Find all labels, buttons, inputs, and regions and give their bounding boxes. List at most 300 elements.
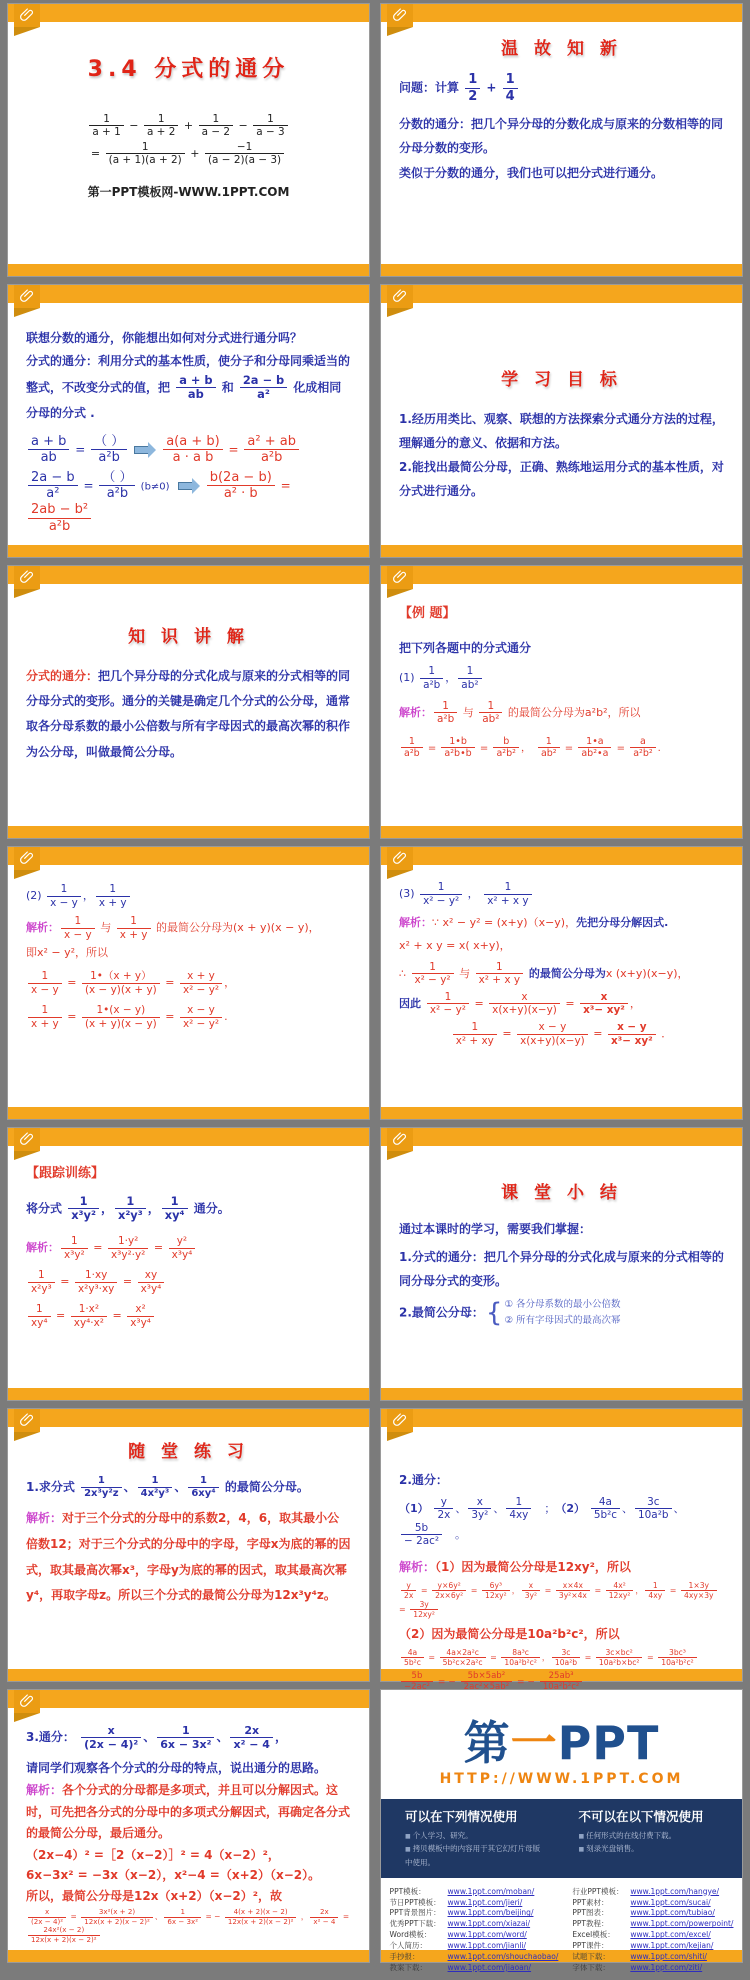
fraction-denominator: xy⁴ — [28, 1316, 51, 1330]
fraction — [645, 1581, 665, 1600]
fraction-denominator: x² − y² — [180, 983, 222, 997]
fraction — [401, 1522, 442, 1548]
footer-link[interactable]: www.1ppt.com/word/ — [447, 1930, 527, 1940]
text-run: 3.通分： — [26, 1730, 80, 1745]
fraction-numerator: 1·y² — [117, 1235, 139, 1248]
text-line — [26, 1475, 351, 1500]
fraction — [240, 374, 287, 402]
fraction-denominator: 2x³y²z — [81, 1487, 122, 1500]
text-run: （1）因为最简公分母是12xy²，所以 — [435, 1559, 631, 1574]
slide-10 — [381, 1128, 742, 1400]
fraction-numerator: 1 — [200, 1475, 207, 1487]
usage-terms-item: ■ 任何形式的在线付费下载。 — [579, 1829, 719, 1843]
fraction-numerator: 25ab³ — [548, 1671, 574, 1682]
fraction-denominator: x²y³ — [115, 1208, 146, 1223]
text-run: x² + x y = x( x+y)， — [399, 938, 511, 952]
text-run: 1.分式的通分：把几个异分母的分式化成与原来的分式相等的同分母分式的变形。 — [399, 1249, 724, 1288]
fraction-denominator: xy⁴·x² — [71, 1316, 107, 1330]
fraction-denominator: a − 3 — [253, 125, 287, 139]
text-run: ， — [635, 1585, 644, 1595]
fraction-numerator: 1·x² — [78, 1303, 100, 1316]
text-run: ； — [533, 1501, 561, 1515]
footer-link-row — [390, 1919, 559, 1930]
footer-link-label: 行业PPT模板： — [572, 1886, 624, 1896]
footer-link-row — [390, 1930, 559, 1941]
fraction-numerator: 1 — [468, 72, 478, 88]
fraction — [199, 113, 233, 139]
fraction-denominator: (2x − 4)² — [81, 1737, 141, 1751]
fraction-numerator: 1 — [71, 1235, 78, 1248]
text-run: 解析： — [26, 1783, 63, 1798]
fraction — [82, 970, 160, 996]
fraction-numerator: 2a − b — [31, 469, 75, 485]
fraction-numerator: 1 — [60, 883, 68, 895]
text-line — [399, 736, 724, 760]
fraction-denominator: 12xy² — [482, 1590, 510, 1600]
text-run: ， — [82, 889, 94, 903]
text-run: − — [125, 118, 142, 132]
fraction-denominator: x + y — [96, 896, 130, 910]
fraction — [75, 1269, 117, 1295]
fraction — [453, 1021, 497, 1047]
text-line — [399, 602, 724, 627]
text-run: = — [589, 1027, 606, 1040]
fraction-numerator: x − y — [617, 1020, 647, 1033]
fraction-denominator: xy⁴ — [162, 1208, 188, 1223]
text-run: 通过本课时的学习，需要我们掌握： — [399, 1222, 592, 1237]
fraction-numerator: 6y³ — [489, 1580, 503, 1590]
text-run: = − — [434, 1677, 459, 1688]
text-line — [399, 637, 724, 660]
fraction-denominator: 12x(x + 2)(x − 2)² — [225, 1917, 297, 1927]
footer-link-row — [572, 1952, 733, 1963]
text-line — [399, 1648, 724, 1667]
fraction-numerator: a² + ab — [247, 433, 296, 449]
fraction — [28, 970, 62, 996]
fraction-denominator: (2x − 4)² — [28, 1917, 66, 1927]
text-run: 解析： — [399, 916, 432, 930]
text-line — [399, 1297, 724, 1329]
text-line — [399, 665, 724, 691]
text-run: ， — [298, 1912, 309, 1922]
text-line — [399, 1469, 724, 1492]
text-run: = — [498, 1027, 516, 1040]
footer-link[interactable]: www.1ppt.com/powerpoint/ — [630, 1919, 734, 1929]
fraction-denominator: − 2ac² — [401, 1534, 442, 1548]
text-run: 解析： — [26, 1511, 63, 1526]
usage-terms-left — [405, 1807, 545, 1869]
text-line — [26, 113, 351, 139]
fraction-numerator: 1 — [38, 1269, 45, 1282]
text-run: = — [224, 442, 243, 457]
fraction-denominator: a²b — [420, 678, 443, 692]
text-run: = − — [514, 1677, 538, 1688]
text-line — [26, 1757, 351, 1780]
fraction-denominator: x² + x y — [484, 894, 531, 908]
fraction-numerator: 2x — [320, 1907, 329, 1917]
slide-header-bar — [381, 4, 742, 22]
slide-content — [8, 1146, 369, 1418]
fraction — [144, 113, 178, 139]
fraction — [484, 881, 531, 907]
fraction — [163, 434, 223, 466]
footer-link-row — [572, 1898, 733, 1909]
footer-link[interactable]: www.1ppt.com/beijing/ — [447, 1908, 534, 1918]
footer-link-row — [390, 1963, 559, 1974]
fraction-numerator: 1 — [74, 915, 82, 928]
slide-1 — [8, 4, 369, 276]
footer-link-row — [572, 1908, 733, 1919]
fraction-denominator: 4 — [503, 88, 518, 105]
fraction-numerator: 3bc³ — [669, 1647, 686, 1657]
text-run: ， — [541, 1653, 550, 1663]
fraction — [28, 470, 78, 502]
fraction-denominator: x² − 4 — [310, 1917, 338, 1927]
fraction — [556, 1581, 590, 1600]
fraction — [157, 1724, 214, 1751]
text-line — [399, 1245, 724, 1293]
usage-terms-item: ■ 拷贝模板中的内容用于其它幻灯片母版中使用。 — [405, 1842, 545, 1869]
text-line — [399, 936, 724, 957]
fraction-denominator: x² + x y — [476, 973, 523, 987]
slide-title: 学 习 目 标 — [501, 370, 622, 390]
text-run: 第一PPT模板网-WWW.1PPT.COM — [87, 184, 290, 199]
fraction — [138, 1269, 165, 1295]
fraction-numerator: a(a + b) — [166, 433, 220, 449]
fraction — [115, 1195, 146, 1223]
text-run: 、 — [216, 1730, 229, 1745]
footer-link-label: Excel模板： — [572, 1930, 615, 1940]
text-run: 对于三个分式的分母中的系数2，4，6，取其最小公倍数12；对于三个分式的分母中的字母，字母x为底的幂的因式，取其最高次幂x³，字母y为底的幂的因式，取其最高次幂y⁴，再取字母z。所以三个分式的最简公分母为12x³y⁴z。 — [26, 1511, 351, 1603]
fraction-numerator: 1 — [267, 112, 274, 125]
text-run: 解析： — [26, 1241, 59, 1255]
fraction-denominator: x² − y² — [420, 894, 462, 908]
fraction-denominator: x² − y² — [412, 973, 454, 987]
fraction-denominator: x³− xy² — [580, 1003, 628, 1017]
slide-content — [8, 1427, 369, 1699]
footer-link-row — [390, 1941, 559, 1952]
slide-content — [8, 1708, 369, 1980]
text-run: − — [235, 118, 252, 132]
fraction-denominator: a² · b — [207, 485, 275, 502]
footer-link[interactable]: www.1ppt.com/moban/ — [447, 1886, 535, 1896]
text-run: （1） — [399, 1501, 433, 1515]
text-run: 【例 题】 — [399, 606, 456, 621]
text-run: (2) — [26, 889, 46, 903]
fraction — [434, 700, 457, 726]
footer-link[interactable]: www.1ppt.com/xiazai/ — [447, 1919, 531, 1929]
text-run: 、 — [174, 1480, 187, 1495]
fraction — [479, 700, 502, 726]
fraction — [108, 1235, 148, 1261]
text-run: 、 — [622, 1501, 634, 1515]
text-run: = — [161, 1010, 178, 1024]
text-line — [399, 961, 724, 987]
text-run: （2）因为最简公分母是10a²b²c²，所以 — [399, 1627, 620, 1642]
fraction — [552, 1648, 580, 1667]
fraction-numerator: 5b — [411, 1671, 423, 1682]
fraction — [28, 1303, 51, 1329]
block-arrow-icon — [178, 482, 193, 490]
fraction-numerator: x − y — [538, 1020, 567, 1033]
text-run: ， — [224, 976, 236, 990]
footer-link[interactable]: www.1ppt.com/tubiao/ — [630, 1908, 715, 1918]
fraction-denominator: x(x+y)(x−y) — [517, 1034, 588, 1048]
text-run: + — [180, 118, 197, 132]
text-line — [399, 72, 724, 104]
text-line — [399, 1218, 724, 1241]
slide-8 — [381, 847, 742, 1119]
fraction — [176, 374, 215, 402]
footer-links-right — [572, 1887, 733, 1974]
usage-terms-right — [579, 1807, 719, 1869]
fraction-numerator: 1 — [130, 915, 137, 928]
fraction — [427, 991, 469, 1017]
text-run: ， — [147, 1201, 160, 1216]
footer-link[interactable]: www.1ppt.com/kejian/ — [630, 1941, 714, 1951]
text-line — [26, 181, 351, 204]
fraction-numerator: 3c — [647, 1495, 660, 1508]
fraction-numerator: 2a − b — [242, 372, 285, 387]
footer-link-label: 试题下载： — [572, 1951, 610, 1961]
slide-content — [381, 303, 742, 575]
fraction-numerator: 4a — [598, 1495, 612, 1508]
fraction — [580, 991, 628, 1017]
brand-logo-part: PPT — [557, 1716, 660, 1770]
fraction-numerator: y — [406, 1580, 411, 1590]
fraction — [591, 1496, 620, 1522]
text-run: = — [79, 478, 98, 493]
text-run: = — [108, 1309, 126, 1323]
fraction-numerator: x×4x — [562, 1580, 583, 1590]
text-run: = — [470, 996, 488, 1010]
fraction-denominator: 12x(x + 2)(x − 2)² — [28, 1935, 100, 1945]
fraction-denominator: 2x×6y² — [432, 1590, 466, 1600]
fraction-numerator: 1 — [495, 960, 503, 973]
fraction — [458, 665, 481, 691]
fraction-denominator: (x − y)(x + y) — [82, 983, 160, 997]
slide-header-bar — [8, 4, 369, 22]
fraction-numerator: 1 — [545, 735, 552, 747]
fraction — [162, 1195, 188, 1223]
fraction-numerator: y×6y² — [437, 1580, 461, 1590]
slide-title: 随 堂 练 习 — [128, 1442, 249, 1462]
footer-link[interactable]: www.1ppt.com/hangye/ — [630, 1886, 720, 1896]
fraction — [68, 1195, 99, 1223]
footer-link-label: 教案下载： — [389, 1962, 428, 1972]
footer-link[interactable]: www.1ppt.com/sucai/ — [630, 1897, 711, 1907]
fraction-denominator: 2ac²×5ab² — [461, 1681, 513, 1692]
slide-5 — [8, 566, 369, 838]
fraction-numerator: 1 — [515, 1495, 523, 1508]
fraction-denominator: 6x − 3x² — [164, 1917, 201, 1927]
fraction-numerator: 1 — [471, 1020, 479, 1033]
fraction — [180, 1004, 222, 1030]
fraction-numerator: 1 — [170, 1193, 179, 1208]
fraction-numerator: 3c×bc² — [605, 1647, 633, 1657]
footer-link-label: PPT教程： — [572, 1919, 609, 1929]
fraction-numerator: b(2a − b) — [209, 469, 272, 485]
fraction-denominator: (x + y)(x − y) — [82, 1017, 160, 1031]
fraction-denominator: a²b² — [630, 747, 655, 759]
fraction-numerator: 1 — [505, 72, 515, 88]
fraction — [28, 1908, 66, 1926]
slide-title: 课 堂 小 结 — [501, 1183, 622, 1203]
slide-14 — [381, 1690, 742, 1972]
fraction — [225, 1908, 297, 1926]
text-run: ， — [100, 1201, 113, 1216]
text-run: 。 — [444, 1527, 467, 1541]
fraction-denominator: ab² — [538, 747, 560, 759]
stack-line: ① 各分母系数的最小公倍数 — [504, 1298, 621, 1310]
fraction-denominator: a − 2 — [199, 125, 233, 139]
fraction — [493, 736, 518, 760]
fraction-numerator: 1 — [41, 970, 49, 983]
text-run: 解析： — [26, 921, 59, 935]
fraction — [489, 991, 560, 1017]
brand-logo-part: 一 — [510, 1716, 558, 1770]
text-run: 、 — [154, 1912, 163, 1922]
fraction-denominator: x − y — [61, 928, 95, 942]
footer-link[interactable]: www.1ppt.com/ziti/ — [630, 1962, 703, 1972]
text-run: = — [68, 1912, 80, 1922]
slide-content — [381, 1690, 742, 1972]
fraction-numerator: y² — [176, 1235, 188, 1248]
fraction-denominator: x²y³·xy — [75, 1282, 117, 1296]
text-run: = — [52, 1309, 69, 1323]
fraction — [503, 72, 518, 104]
slide-content — [381, 1146, 742, 1418]
fraction-numerator: （ ） — [102, 469, 133, 485]
fraction — [81, 1724, 141, 1751]
text-run: 、 — [143, 1730, 156, 1745]
text-run: ， — [464, 887, 483, 901]
text-line — [26, 1845, 351, 1865]
fraction — [61, 915, 95, 941]
stacked-items — [504, 1297, 620, 1329]
text-run: 、 — [673, 1501, 685, 1515]
footer-link-label: 节日PPT模板： — [389, 1897, 441, 1907]
fraction-numerator: 1 — [41, 1004, 49, 1017]
text-run: = — [667, 1585, 680, 1595]
slide-9 — [8, 1128, 369, 1400]
fraction-numerator: 1 — [444, 990, 452, 1003]
text-run: = — [424, 742, 440, 754]
fraction — [28, 434, 69, 466]
text-run: 、 — [123, 1480, 136, 1495]
footer-link[interactable]: www.1ppt.com/jianli/ — [447, 1941, 527, 1951]
fraction-numerator: x − y — [187, 1004, 215, 1017]
fraction-denominator: (a − 2)(a − 3) — [205, 153, 284, 167]
usage-terms-item: ■ 刻录光盘销售。 — [579, 1842, 719, 1856]
text-line — [26, 1865, 351, 1885]
fraction-numerator: 3y — [419, 1599, 429, 1609]
text-run: 分数的通分：把几个异分母的分数化成与原来的分数相等的同分母分数的变形。 — [399, 117, 724, 156]
fraction — [596, 1648, 643, 1667]
footer-link[interactable]: www.1ppt.com/jiaoan/ — [447, 1962, 532, 1972]
footer-links-left — [390, 1887, 559, 1974]
slide-13 — [8, 1690, 369, 1962]
text-run: 类似于分数的通分，我们也可以把分式进行通分。 — [399, 166, 664, 181]
fraction — [434, 1496, 453, 1522]
fraction — [538, 736, 560, 760]
fraction-numerator: 1 — [151, 1475, 159, 1487]
footer-link[interactable]: www.1ppt.com/jieri/ — [447, 1897, 523, 1907]
fraction-denominator: ab — [176, 387, 215, 402]
fraction-numerator: 1 — [429, 960, 436, 973]
text-run: （2） — [560, 1501, 589, 1515]
fraction — [501, 1648, 539, 1667]
text-line — [26, 327, 351, 350]
text-run: 的最简公分母为(x + y)(x − y)， — [152, 921, 320, 935]
text-run: = — [418, 1585, 431, 1595]
fraction-denominator: x³y⁴ — [127, 1316, 154, 1330]
fraction-numerator: 1 — [466, 665, 474, 678]
fraction-numerator: 1 — [180, 1907, 185, 1917]
fraction-numerator: 1 — [442, 699, 449, 712]
fraction-denominator: a + 2 — [144, 125, 178, 139]
text-run: (b≠0) — [137, 481, 173, 493]
text-run: = — [644, 1653, 657, 1663]
footer-link-label: 手抄报： — [389, 1951, 420, 1961]
fraction-denominator: 3y²×4x — [556, 1590, 590, 1600]
slide-title: 知 识 讲 解 — [128, 627, 249, 647]
footer-link[interactable]: www.1ppt.com/excel/ — [630, 1930, 711, 1940]
fraction-numerator: a + b — [179, 372, 213, 387]
footer-link-row — [572, 1941, 733, 1952]
footer-links — [389, 1886, 734, 1974]
fraction-denominator: 12xy² — [410, 1609, 438, 1619]
footer-link-label: PPT课件： — [572, 1941, 609, 1951]
fraction-denominator: ab — [28, 449, 69, 466]
fraction-numerator: x + y — [187, 970, 215, 983]
fraction-numerator: x — [528, 1580, 534, 1590]
fraction-numerator: 1×3y — [688, 1580, 710, 1590]
fraction-denominator: x² − 4 — [230, 1737, 272, 1751]
slide-4 — [381, 285, 742, 557]
fraction-denominator: 12x(x + 2)(x − 2)² — [81, 1917, 153, 1927]
fraction-denominator: 6xy⁴ — [188, 1487, 218, 1500]
fraction-denominator: x³y²·y² — [108, 1248, 148, 1262]
text-run: = — [161, 976, 178, 990]
text-run: = — [613, 742, 629, 754]
fraction-denominator: 3y² — [522, 1590, 540, 1600]
footer-link[interactable]: www.1ppt.com/shouchaobao/ — [447, 1951, 559, 1961]
text-run: 联想分数的通分，你能想出如何对分式进行通分吗？ — [26, 331, 303, 345]
fraction — [138, 1475, 173, 1500]
fraction — [432, 1581, 466, 1600]
fraction — [82, 1004, 160, 1030]
slide-11 — [8, 1409, 369, 1681]
text-run: 将分式 — [26, 1201, 67, 1216]
fraction-numerator: 8a³c — [512, 1647, 529, 1657]
brand-logo-text — [399, 1718, 724, 1769]
fraction — [658, 1648, 696, 1667]
text-line — [26, 664, 351, 765]
text-run: = — [399, 1605, 409, 1615]
slide-content — [381, 22, 742, 294]
footer-link-label: Word模板： — [389, 1930, 432, 1940]
footer-link[interactable]: www.1ppt.com/shiti/ — [630, 1951, 707, 1961]
text-run: 1.经历用类比、观察、联想的方法探索分式通分方法的过程，理解通分的意义、依据和方法。 — [399, 412, 724, 451]
brand-logo-part: 第 — [463, 1716, 511, 1770]
fraction-numerator: x — [600, 990, 608, 1003]
text-run: ， — [629, 996, 641, 1010]
fraction-denominator: a² — [28, 485, 78, 502]
fraction-numerator: b — [503, 735, 510, 747]
text-run: = — [542, 1585, 554, 1595]
text-line — [26, 915, 351, 941]
